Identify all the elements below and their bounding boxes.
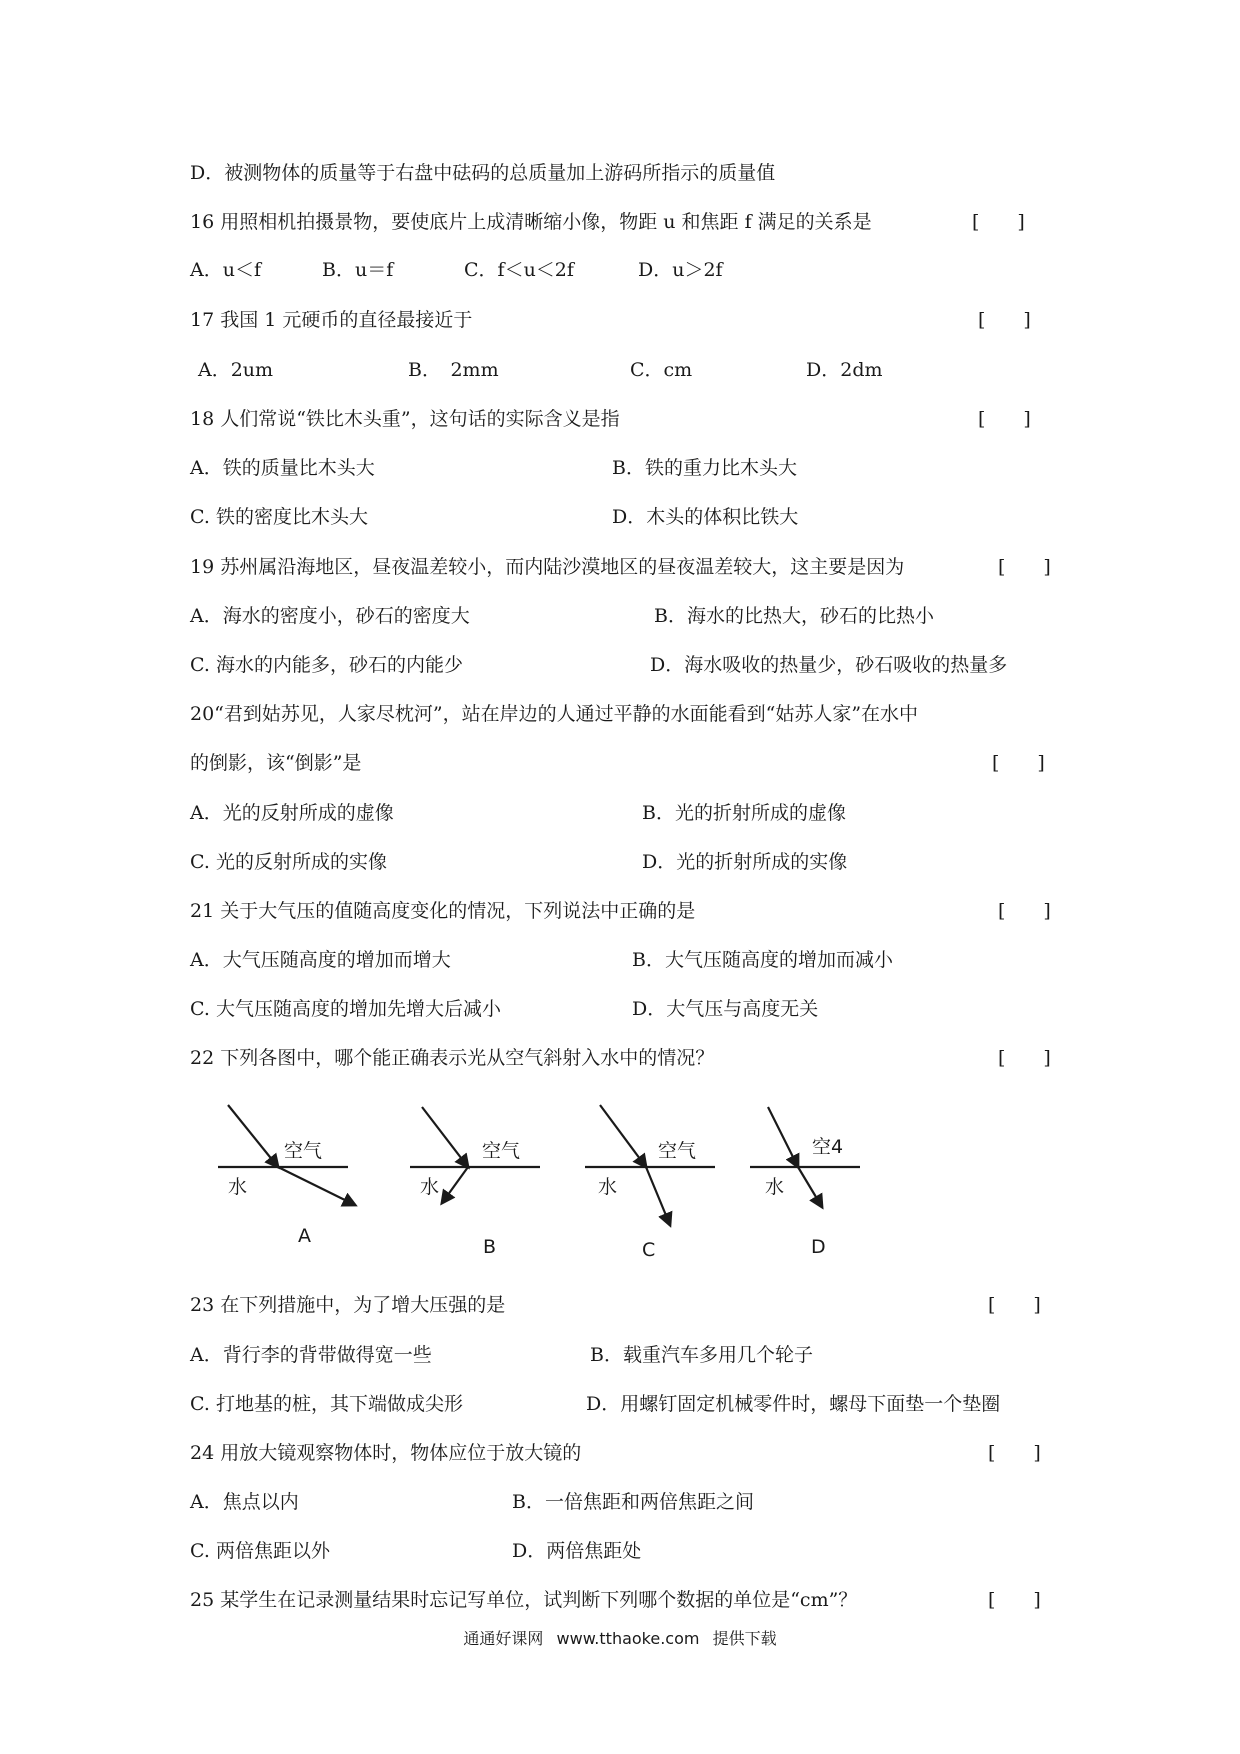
q22-answer-bracket: [ ] (998, 1047, 1051, 1069)
q16-option-d: D．u＞2f (638, 259, 723, 281)
q17-answer-bracket: [ ] (978, 309, 1031, 331)
footer-note: 提供下载 (712, 1629, 777, 1648)
q23-option-b: B．载重汽车多用几个轮子 (590, 1344, 813, 1366)
q21-option-a: A．大气压随高度的增加而增大 (190, 949, 451, 971)
q24-option-a: A．焦点以内 (190, 1491, 299, 1513)
diagram-b-water-label: 水 (420, 1176, 440, 1198)
q24-answer-bracket: [ ] (988, 1442, 1041, 1464)
q24-stem: 24 用放大镜观察物体时，物体应位于放大镜的 (190, 1442, 582, 1464)
diagram-c-air-label: 空气 (658, 1140, 697, 1162)
diagram-d-water-label: 水 (765, 1176, 785, 1198)
footer-url-link[interactable]: www.tthaoke.com (556, 1629, 700, 1648)
footer-site-name: 通通好课网 (463, 1629, 544, 1648)
q23-option-c: C. 打地基的桩，其下端做成尖形 (190, 1393, 463, 1415)
q16-option-a: A．u＜f (190, 259, 261, 281)
q23-option-d: D．用螺钉固定机械零件时，螺母下面垫一个垫圈 (586, 1393, 1001, 1415)
diagram-c-water-label: 水 (598, 1176, 618, 1198)
diagram-b-incident-ray (422, 1107, 468, 1167)
diagram-b-label: B (483, 1236, 497, 1258)
q17-option-a: A．2um (198, 359, 274, 381)
diagram-c-label: C (642, 1239, 656, 1261)
q20-stem-line2: 的倒影，该“倒影”是 (190, 752, 362, 774)
diagram-a-air-label: 空气 (284, 1140, 323, 1162)
q18-option-d: D．木头的体积比铁大 (612, 506, 799, 528)
q21-answer-bracket: [ ] (998, 900, 1051, 922)
q20-option-a: A．光的反射所成的虚像 (190, 802, 394, 824)
q20-answer-bracket: [ ] (992, 752, 1045, 774)
q20-option-c: C. 光的反射所成的实像 (190, 851, 387, 873)
q17-option-b: B． 2mm (408, 359, 499, 381)
diagram-c-incident-ray (600, 1105, 646, 1167)
diagram-d-refracted-ray (798, 1167, 822, 1207)
q25-stem: 25 某学生在记录测量结果时忘记写单位，试判断下列哪个数据的单位是“cm”？ (190, 1589, 858, 1611)
q20-stem-line1: 20“君到姑苏见，人家尽枕河”，站在岸边的人通过平静的水面能看到“姑苏人家”在水中 (190, 703, 919, 725)
q19-answer-bracket: [ ] (998, 556, 1051, 578)
q19-stem: 19 苏州属沿海地区，昼夜温差较小，而内陆沙漠地区的昼夜温差较大，这主要是因为 (190, 556, 905, 578)
q18-stem: 18 人们常说“铁比木头重”，这句话的实际含义是指 (190, 408, 620, 430)
diagram-c-refracted-ray (646, 1167, 670, 1225)
q17-option-d: D．2dm (806, 359, 883, 381)
q16-stem: 16 用照相机拍摄景物，要使底片上成清晰缩小像，物距 u 和焦距 f 满足的关系是 (190, 211, 872, 233)
q18-option-a: A．铁的质量比木头大 (190, 457, 375, 479)
diagram-c (585, 1105, 715, 1225)
diagram-b-refracted-ray (442, 1167, 468, 1203)
q17-option-c: C．cm (630, 359, 693, 381)
q24-option-b: B．一倍焦距和两倍焦距之间 (512, 1491, 754, 1513)
q24-option-d: D．两倍焦距处 (512, 1540, 642, 1562)
q18-option-c: C. 铁的密度比木头大 (190, 506, 368, 528)
q15-option-d: D．被测物体的质量等于右盘中砝码的总质量加上游码所指示的质量值 (190, 162, 776, 184)
q24-option-c: C. 两倍焦距以外 (190, 1540, 330, 1562)
diagram-d-incident-ray (768, 1107, 798, 1167)
q19-option-b: B．海水的比热大，砂石的比热小 (654, 605, 934, 627)
diagram-a-water-label: 水 (228, 1176, 248, 1198)
q17-stem: 17 我国 1 元硬币的直径最接近于 (190, 309, 473, 331)
refraction-diagrams (200, 1095, 860, 1270)
q21-option-b: B．大气压随高度的增加而减小 (632, 949, 893, 971)
diagram-b-air-label: 空气 (482, 1140, 521, 1162)
page-footer (0, 1626, 1240, 1649)
q19-option-a: A．海水的密度小，砂石的密度大 (190, 605, 470, 627)
diagram-a-incident-ray (228, 1105, 278, 1167)
q25-answer-bracket: [ ] (988, 1589, 1041, 1611)
diagram-a-refracted-ray (278, 1167, 355, 1205)
q23-answer-bracket: [ ] (988, 1294, 1041, 1316)
q22-stem: 22 下列各图中，哪个能正确表示光从空气斜射入水中的情况？ (190, 1047, 715, 1069)
diagram-d-label: D (811, 1236, 826, 1258)
q23-stem: 23 在下列措施中，为了增大压强的是 (190, 1294, 506, 1316)
q23-option-a: A．背行李的背带做得宽一些 (190, 1344, 432, 1366)
diagram-a-label: A (298, 1225, 311, 1247)
q16-option-b: B．u＝f (322, 259, 394, 281)
q20-option-d: D．光的折射所成的实像 (642, 851, 848, 873)
q21-stem: 21 关于大气压的值随高度变化的情况，下列说法中正确的是 (190, 900, 696, 922)
q18-option-b: B．铁的重力比木头大 (612, 457, 797, 479)
q21-option-c: C. 大气压随高度的增加先增大后减小 (190, 998, 501, 1020)
q16-answer-bracket: [ ] (972, 211, 1025, 233)
q19-option-d: D．海水吸收的热量少，砂石吸收的热量多 (650, 654, 1008, 676)
q20-option-b: B．光的折射所成的虚像 (642, 802, 846, 824)
q18-answer-bracket: [ ] (978, 408, 1031, 430)
q16-option-c: C．f＜u＜2f (464, 259, 574, 281)
q19-option-c: C. 海水的内能多，砂石的内能少 (190, 654, 463, 676)
diagram-d-air-label: 空4 (812, 1136, 844, 1158)
q21-option-d: D．大气压与高度无关 (632, 998, 819, 1020)
